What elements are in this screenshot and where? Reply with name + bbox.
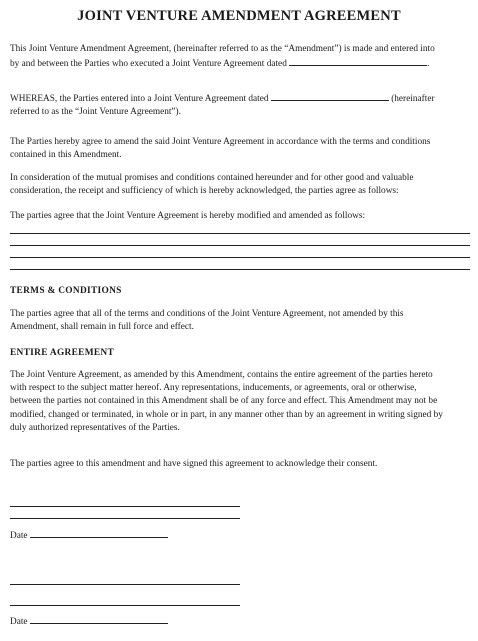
consideration-line-2: consideration, the receipt and sufficiency of which is hereby acknowledged, the parties agree as follows: bbox=[10, 186, 399, 197]
whereas-line-1-text: WHEREAS, the Parties entered into a Joint Venture Agreement dated bbox=[10, 94, 269, 104]
intro-line-2 bbox=[10, 56, 470, 71]
agreement-date-blank[interactable] bbox=[289, 56, 427, 66]
consent-paragraph: The parties agree to this amendment and have signed this agreement to acknowledge their consent. bbox=[10, 459, 378, 469]
terms-line-1: The parties agree that all of the terms and conditions of the Joint Venture Agreement, not amended by this bbox=[10, 309, 404, 319]
entire-paragraph bbox=[10, 369, 470, 435]
date-blank-1[interactable] bbox=[30, 528, 168, 538]
intro-line-1: This Joint Venture Amendment Agreement, (hereinafter referred to as the “Amendment”) is made and entered into bbox=[10, 44, 435, 54]
entire-heading: ENTIRE AGREEMENT bbox=[10, 348, 115, 358]
whereas-paragraph bbox=[10, 91, 470, 119]
date-label-2: Date bbox=[10, 617, 28, 627]
document-title: JOINT VENTURE AMENDMENT AGREEMENT bbox=[77, 8, 401, 24]
date-blank-2[interactable] bbox=[30, 614, 168, 624]
terms-line-2: Amendment, shall remain in full force and effect. bbox=[10, 322, 194, 333]
intro-line-2-end: . bbox=[427, 59, 430, 70]
intro-line-2-text: by and between the Parties who executed a Joint Venture Agreement dated bbox=[10, 59, 287, 70]
entire-line-1: The Joint Venture Agreement, as amended by this Amendment, contains the entire agreement of the parties hereto bbox=[10, 370, 433, 380]
date-row-2 bbox=[10, 614, 168, 627]
agree-amend-line-2: contained in this Amendment. bbox=[10, 150, 122, 161]
consideration-paragraph bbox=[10, 172, 470, 198]
entire-line-2: with respect to the subject matter hereof. Any representations, inducements, or agreements, oral or otherwise, bbox=[10, 383, 417, 394]
amendment-line-2[interactable] bbox=[10, 245, 470, 246]
date-row-1 bbox=[10, 528, 168, 541]
name-line-1[interactable] bbox=[10, 518, 240, 519]
intro-paragraph bbox=[10, 43, 470, 71]
terms-heading: TERMS & CONDITIONS bbox=[10, 286, 122, 296]
amendment-line-3[interactable] bbox=[10, 257, 470, 258]
amendment-line-1[interactable] bbox=[10, 233, 470, 234]
signature-line-1[interactable] bbox=[10, 506, 240, 507]
whereas-line-1-end: (hereinafter bbox=[391, 94, 435, 104]
whereas-line-1 bbox=[10, 91, 470, 106]
whereas-line-2: referred to as the “Joint Venture Agreement”). bbox=[10, 107, 181, 118]
terms-paragraph bbox=[10, 308, 470, 334]
whereas-date-blank[interactable] bbox=[271, 91, 389, 101]
entire-line-5: duly authorized representatives of the Parties. bbox=[10, 422, 180, 433]
entire-line-4: modified, changed or terminated, in whole or in part, in any manner other than by an agreement in writing signed by bbox=[10, 409, 443, 420]
entire-line-3: between the parties not contained in this Amendment shall be of any force and effect. This Amendment may not be bbox=[10, 396, 438, 407]
modified-paragraph: The parties agree that the Joint Venture Agreement is hereby modified and amended as follows: bbox=[10, 211, 366, 221]
agree-amend-line-1: The Parties hereby agree to amend the said Joint Venture Agreement in accordance with the terms and conditions bbox=[10, 137, 431, 147]
signature-line-2[interactable] bbox=[10, 584, 240, 585]
amendment-line-4[interactable] bbox=[10, 269, 470, 270]
date-label-1: Date bbox=[10, 531, 28, 541]
name-line-2[interactable] bbox=[10, 605, 240, 606]
agree-amend-paragraph bbox=[10, 136, 470, 162]
consideration-line-1: In consideration of the mutual promises and conditions contained hereunder and for other good and valuable bbox=[10, 173, 414, 183]
